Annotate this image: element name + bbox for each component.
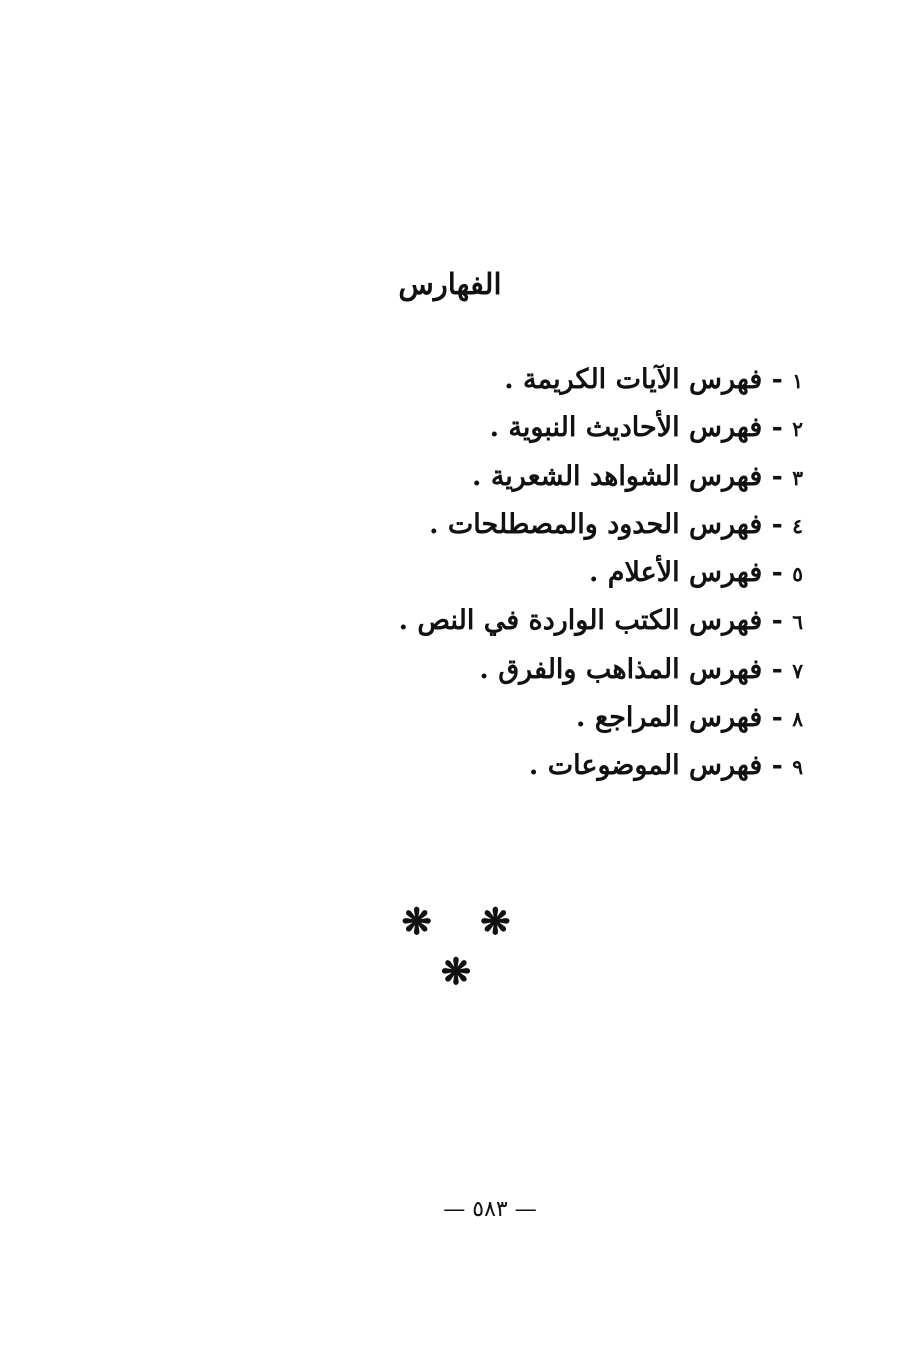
page-number-footer (400, 1190, 580, 1230)
item-label: - فهرس الآيات الكريمة . (504, 364, 783, 395)
page-number-dash: — (514, 1197, 537, 1222)
item-label: - فهرس الشواهد الشعرية . (472, 460, 783, 492)
page-number: ٥٨٣ (472, 1197, 508, 1222)
item-number: ٢ (792, 417, 803, 442)
item-number: ٨ (792, 707, 803, 732)
index-item (323, 453, 803, 501)
item-number: ٤ (792, 513, 803, 538)
index-item (323, 501, 803, 549)
item-label: - فهرس الكتب الواردة في النص . (398, 605, 783, 637)
item-label: - فهرس الموضوعات . (528, 750, 783, 782)
item-label: - فهرس الأعلام . (588, 557, 783, 589)
page-title: الفهارس (398, 267, 502, 301)
item-number: ٧ (792, 658, 803, 683)
index-item (323, 597, 803, 645)
item-label: - فهرس المراجع . (576, 702, 783, 734)
index-item (323, 694, 803, 742)
page-number-dash: — (443, 1197, 466, 1222)
index-list (323, 356, 803, 791)
index-item (323, 549, 803, 597)
index-item (323, 356, 803, 404)
item-number: ٩ (792, 755, 803, 780)
item-number: ١ (792, 369, 803, 393)
index-item (323, 742, 803, 790)
item-label: - فهرس الأحاديث النبوية . (489, 412, 783, 444)
item-number: ٣ (792, 465, 803, 490)
section-separator: ❋ ❋ ❋ (401, 901, 529, 993)
item-number: ٥ (792, 562, 803, 587)
item-label: - فهرس المذاهب والفرق . (479, 653, 783, 685)
index-item (323, 404, 803, 452)
item-number: ٦ (792, 610, 803, 635)
index-item (323, 646, 803, 694)
item-label: - فهرس الحدود والمصطلحات . (429, 508, 783, 540)
